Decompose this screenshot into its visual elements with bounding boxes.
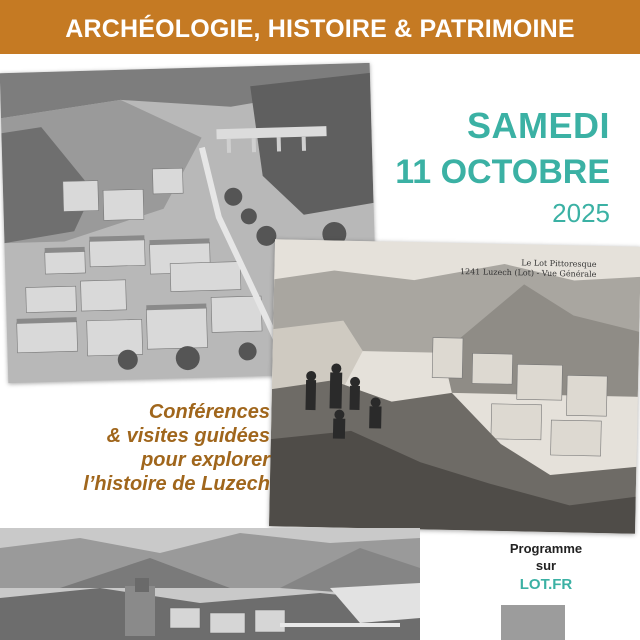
tagline-line: pour explorer xyxy=(141,449,270,471)
programme-link[interactable]: LOT.FR xyxy=(519,576,573,593)
event-tagline xyxy=(40,400,270,496)
postcard-caption: 1241 Luzech (Lot) - Vue Générale xyxy=(459,267,597,279)
event-year: 2025 xyxy=(552,198,610,228)
panorama-photo xyxy=(0,528,420,640)
tagline-line: Conférences xyxy=(148,401,270,423)
qr-code-placeholder xyxy=(501,605,565,640)
tagline-line: & visites guidées xyxy=(106,425,270,447)
postcard-header xyxy=(460,257,597,280)
programme-sur: sur xyxy=(535,558,557,573)
header-banner xyxy=(0,0,640,54)
banner-title: ARCHÉOLOGIE, HISTOIRE & PATRIMOINE xyxy=(65,14,575,43)
postcard-series: Le Lot Pittoresque xyxy=(521,258,597,269)
event-date xyxy=(395,106,610,228)
event-day: SAMEDI xyxy=(466,105,610,146)
programme-info xyxy=(466,540,626,593)
programme-label: Programme xyxy=(509,541,583,556)
luzech-postcard xyxy=(269,239,640,534)
tagline-line: l’histoire de Luzech xyxy=(83,473,270,495)
event-date-month: 11 OCTOBRE xyxy=(395,153,610,191)
